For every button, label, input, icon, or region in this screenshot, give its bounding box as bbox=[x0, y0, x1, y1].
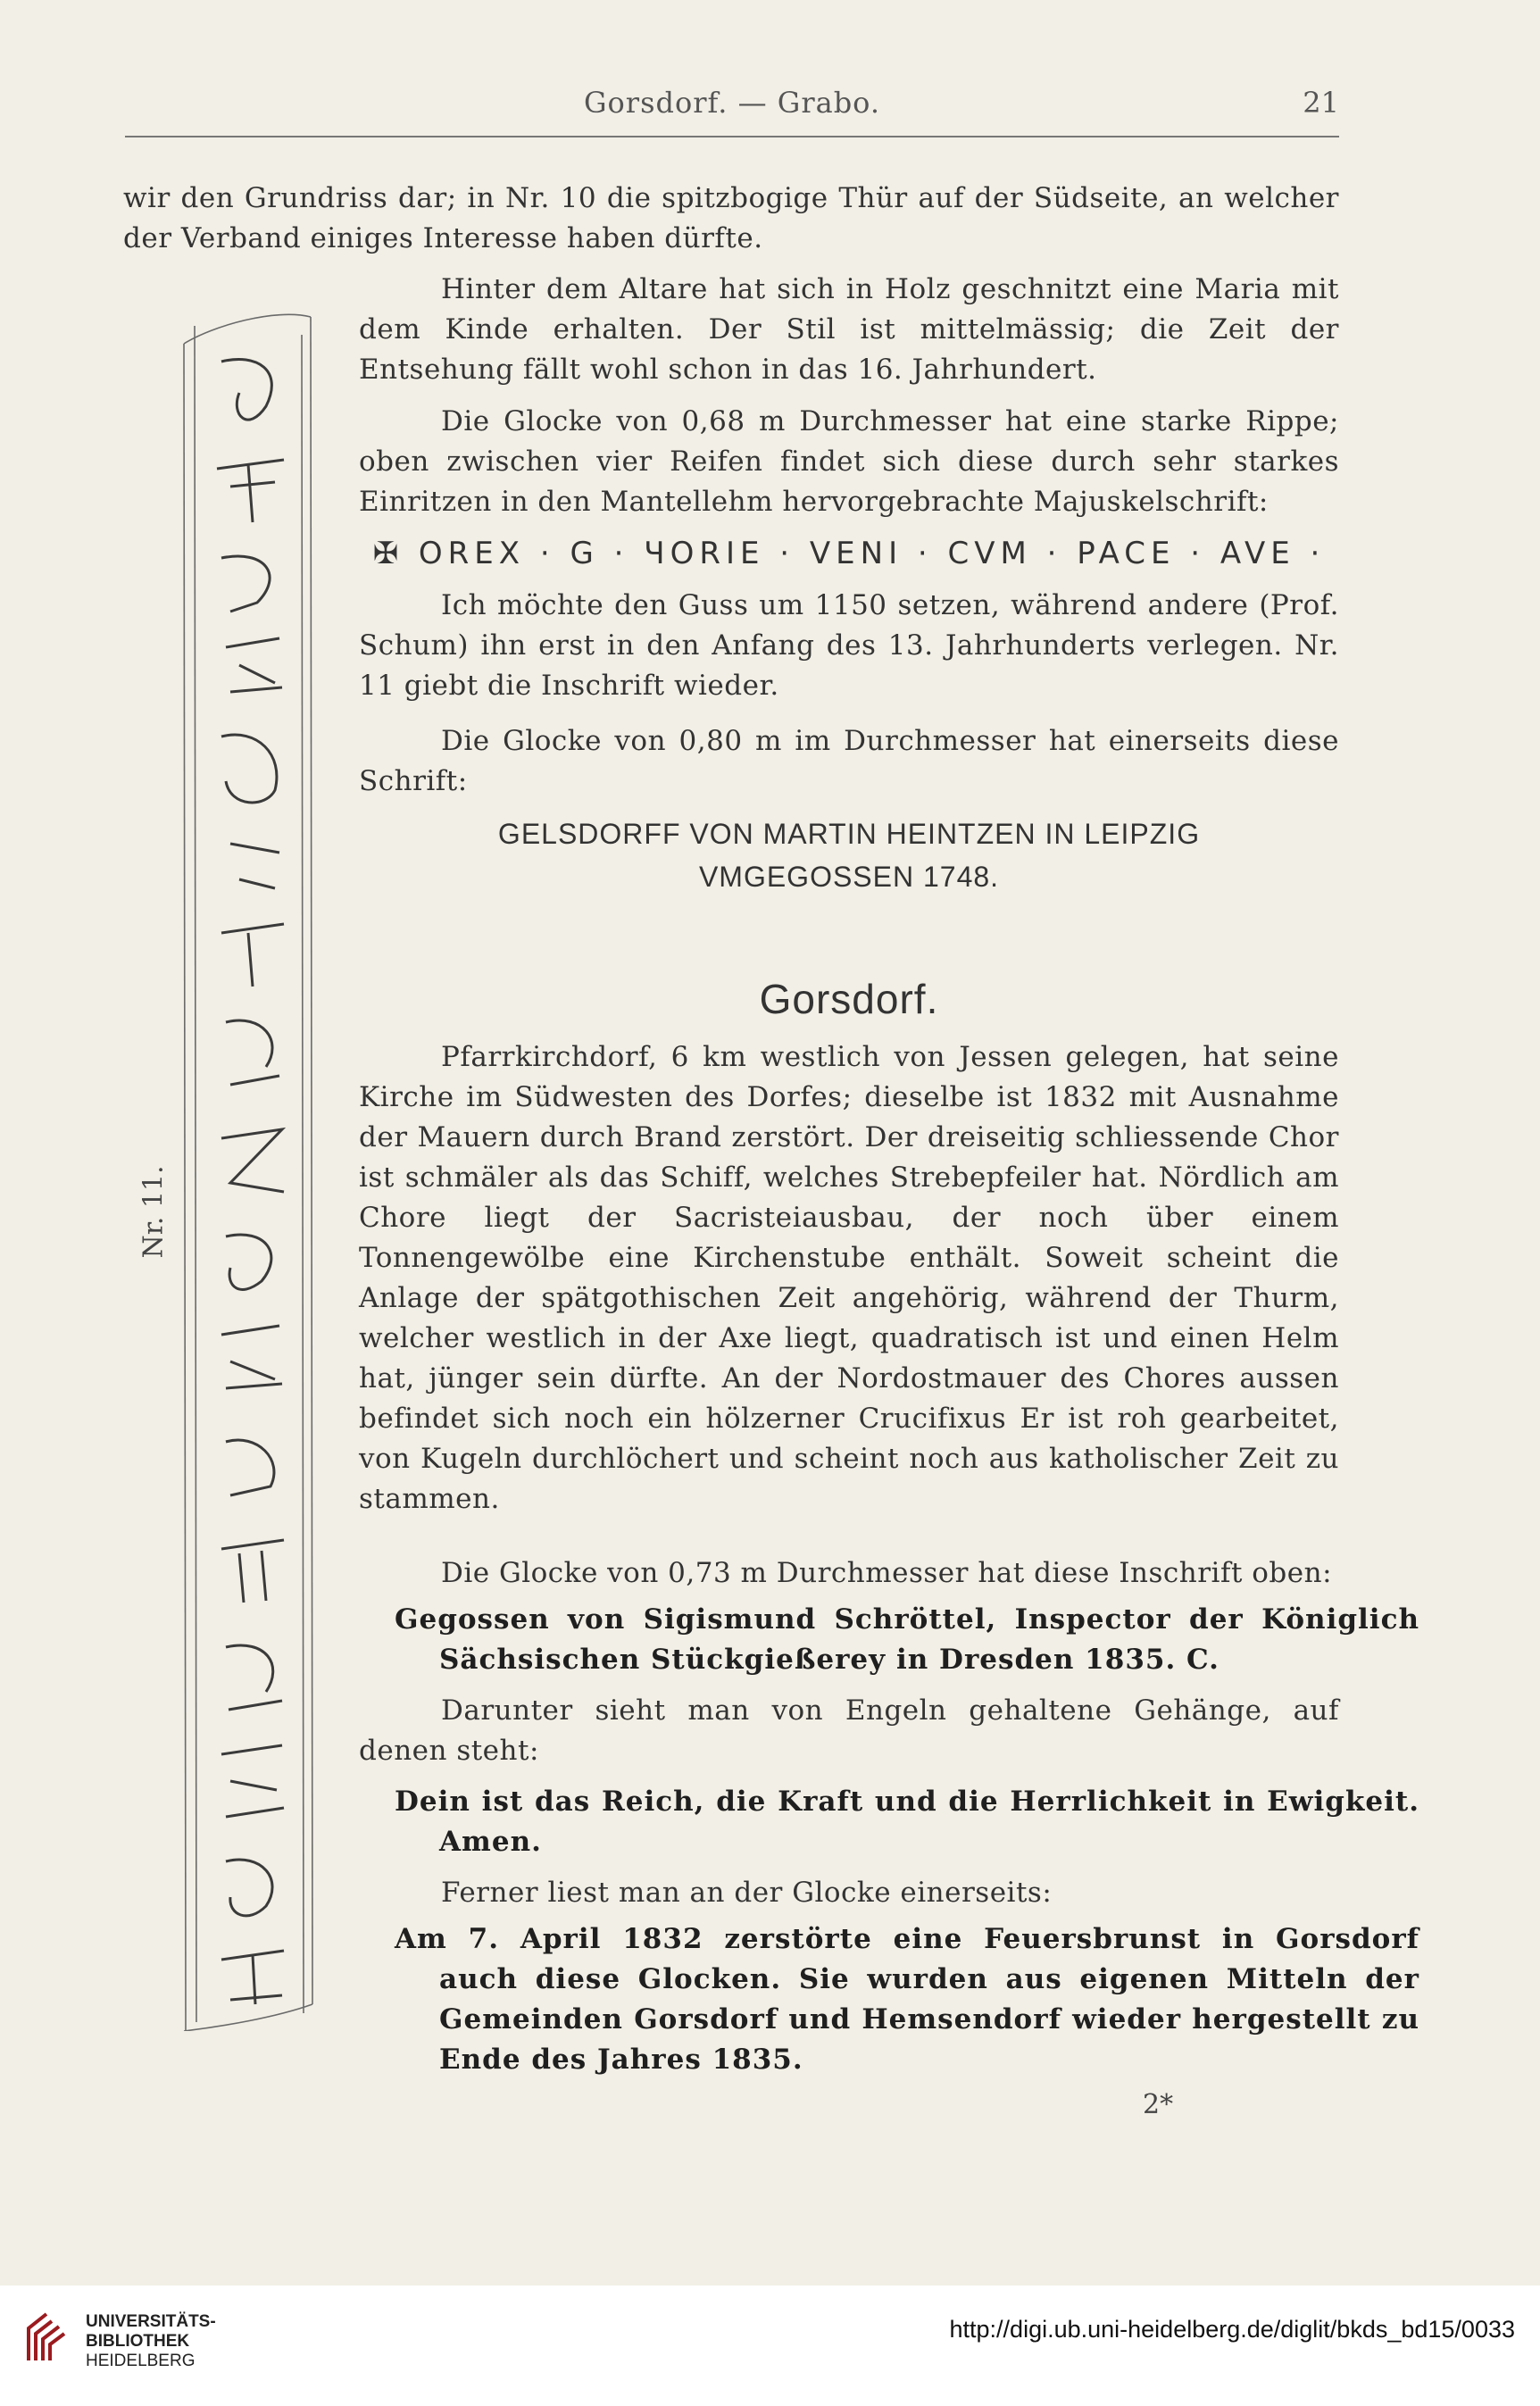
running-head bbox=[125, 86, 1339, 130]
library-name-line-3: HEIDELBERG bbox=[86, 2352, 196, 2370]
library-logo-icon bbox=[25, 2310, 66, 2364]
bell-inscription-drawing bbox=[177, 308, 318, 2031]
library-name bbox=[86, 2312, 216, 2371]
paragraph-1-line-1: wir den Grundriss dar; in Nr. 10 die spitzbogige Thür auf der Südseite, an welcher bbox=[123, 182, 1339, 214]
bell-inscription-capitals-line-2: VMGEGOSSEN 1748. bbox=[698, 861, 1000, 893]
fraktur-inscription-1: Gegossen von Sigismund Schröttel, Inspector der Königlich Sächsischen Stückgießerey in Dresden 1835. C. bbox=[395, 1603, 1419, 1676]
library-name-line-2: BIBLIOTHEK bbox=[86, 2332, 190, 2351]
library-name-line-1: UNIVERSITÄTS- bbox=[86, 2312, 216, 2331]
library-logo-svg bbox=[25, 2310, 66, 2364]
paragraph-madonna: Hinter dem Altare hat sich in Holz geschnitzt eine Maria mit dem Kinde erhalten. Der Stil ist mittelmässig; die Zeit der Entsehung fällt wohl schon in das 16. Jahrhundert. bbox=[359, 273, 1339, 386]
running-head-title: Gorsdorf. — Grabo. bbox=[583, 86, 881, 120]
paragraph-1-line-2: der Verband einiges Interesse haben dürfte. bbox=[123, 222, 763, 254]
bell-inscription-majuscule: ✠ OREX · G · ЧORIE · VENI · CVM · PACE · AVE · bbox=[372, 536, 1326, 571]
source-url-link[interactable]: http://digi.ub.uni-heidelberg.de/diglit/bkds_bd15/0033 bbox=[949, 2316, 1515, 2343]
paragraph-bell-dating: Ich möchte den Guss um 1150 setzen, während andere (Prof. Schum) ihn erst in den Anfang des 13. Jahrhunderts verlegen. Nr. 11 giebt die Inschrift wieder. bbox=[359, 589, 1339, 702]
paragraph-bell-other-side: Ferner liest man an der Glocke einerseits: bbox=[441, 1877, 1053, 1909]
paragraph-garlands: Darunter sieht man von Engeln gehaltene Gehänge, auf denen steht: bbox=[359, 1694, 1339, 1767]
bell-inscription-capitals bbox=[359, 812, 1339, 898]
paragraph-church-description: Pfarrkirchdorf, 6 km westlich von Jessen gelegen, hat seine Kirche im Südwesten des Dorfes; dieselbe ist 1832 mit Ausnahme der Mauern durch Brand zerstört. Der dreiseitig schliessende Chor ist schmäler als das Schiff, welches Strebepfeiler hat. Nördlich am Chore liegt der Sacristeiausbau, der noch über einem Tonnengewölbe eine Kirchenstube enthält. Soweit scheint die Anlage der spätgothischen Zeit angehörig, während der Thurm, welcher westlich in der Axe liegt, quadratisch ist und einen Helm hat, jünger sein dürfte. An der Nordostmauer des Chores aussen befindet sich noch ein hölzerner Crucifixus Er ist roh gearbeitet, von Kugeln durchlöchert und scheint noch aus katholischer Zeit zu stammen. bbox=[359, 1041, 1339, 1515]
figure-label bbox=[134, 1161, 187, 1268]
digitization-footer bbox=[0, 2285, 1540, 2406]
header-rule bbox=[125, 136, 1339, 137]
page-number: 21 bbox=[1303, 86, 1339, 120]
section-heading: Gorsdorf. bbox=[759, 976, 939, 1022]
fraktur-inscription-2: Dein ist das Reich, die Kraft und die Herrlichkeit in Ewigkeit. Amen. bbox=[395, 1786, 1419, 1858]
inscription-strip-svg bbox=[177, 308, 318, 2031]
paragraph-bell-3: Die Glocke von 0,73 m Durchmesser hat diese Inschrift oben: bbox=[441, 1557, 1333, 1589]
fraktur-inscription-3: Am 7. April 1832 zerstörte eine Feuersbrunst in Gorsdorf auch diese Glocken. Sie wurden aus eigenen Mitteln der Gemeinden Gorsdorf und Hemsendorf wieder hergestellt zu Ende des Jahres 1835. bbox=[395, 1923, 1419, 2076]
signature-mark: 2* bbox=[1143, 2089, 1174, 2120]
paragraph-1 bbox=[123, 179, 1339, 259]
figure-label-text: Nr. 11. bbox=[137, 1165, 170, 1259]
paragraph-bell-2: Die Glocke von 0,80 m im Durchmesser hat einerseits diese Schrift: bbox=[359, 725, 1339, 797]
paragraph-bell-1: Die Glocke von 0,68 m Durchmesser hat eine starke Rippe; oben zwischen vier Reifen findet sich diese durch sehr starkes Einritzen in den Mantellehm hervorgebrachte Majuskelschrift: bbox=[359, 405, 1339, 518]
bell-inscription-capitals-line-1: GELSDORFF VON MARTIN HEINTZEN IN LEIPZIG bbox=[497, 818, 1201, 850]
